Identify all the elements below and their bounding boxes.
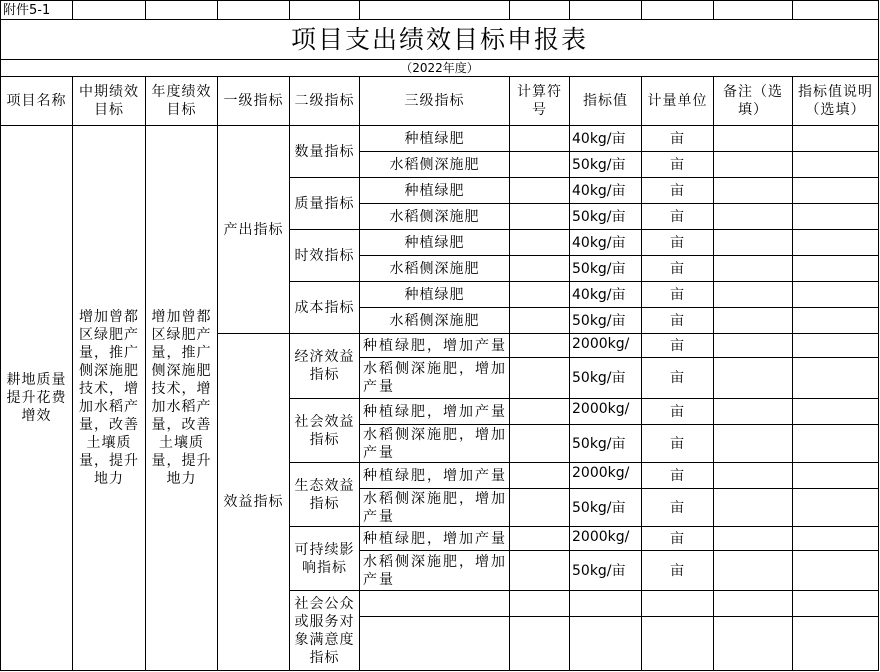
level2-quantity: 数量指标 [290,126,360,178]
level3-indicator: 水稻侧深施肥 [360,308,510,334]
value-note-cell [793,282,879,308]
level2-cost: 成本指标 [290,282,360,334]
unit-cell: 亩 [642,489,714,527]
level3-indicator: 水稻侧深施肥 [360,204,510,230]
unit-cell: 亩 [642,358,714,399]
header-value-note: 指标值说明（选填） [793,77,879,126]
indicator-value: 40kg/亩 [570,126,642,152]
blank-cell [146,1,218,20]
unit-cell: 亩 [642,399,714,425]
level2-social: 社会效益指标 [290,399,360,463]
remark-cell [714,308,793,334]
blank-cell [290,1,360,20]
unit-cell: 亩 [642,282,714,308]
level3-indicator: 水稻侧深施肥，增加产量 [360,425,510,463]
report-year: （2022年度） [1,60,879,77]
indicator-value: 2000kg/ [570,463,642,489]
unit-cell: 亩 [642,230,714,256]
level3-indicator: 种植绿肥，增加产量 [360,399,510,425]
indicator-value: 2000kg/ [570,334,642,358]
indicator-value: 50kg/亩 [570,256,642,282]
value-note-cell [793,358,879,399]
unit-cell: 亩 [642,334,714,358]
calc-symbol-cell [510,204,570,230]
header-value: 指标值 [570,77,642,126]
level3-indicator: 种植绿肥 [360,126,510,152]
remark-cell [714,399,793,425]
level3-indicator: 种植绿肥 [360,178,510,204]
calc-symbol-cell [510,178,570,204]
remark-cell [714,551,793,591]
calc-symbol-cell [510,591,570,617]
remark-cell [714,230,793,256]
indicator-value: 2000kg/ [570,527,642,551]
level3-indicator [360,617,510,671]
calc-symbol-cell [510,230,570,256]
level2-timeliness: 时效指标 [290,230,360,282]
value-note-cell [793,126,879,152]
remark-cell [714,591,793,617]
calc-symbol-cell [510,551,570,591]
unit-cell: 亩 [642,126,714,152]
value-note-cell [793,204,879,230]
indicator-value: 50kg/亩 [570,152,642,178]
remark-cell [714,126,793,152]
indicator-value: 2000kg/ [570,399,642,425]
remark-cell [714,152,793,178]
indicator-value: 50kg/亩 [570,204,642,230]
unit-cell [642,591,714,617]
value-note-cell [793,399,879,425]
page-title: 项目支出绩效目标申报表 [1,20,879,60]
calc-symbol-cell [510,358,570,399]
calc-symbol-cell [510,126,570,152]
value-note-cell [793,527,879,551]
calc-symbol-cell [510,617,570,671]
indicator-value [570,617,642,671]
remark-cell [714,489,793,527]
unit-cell: 亩 [642,256,714,282]
header-annual-goal: 年度绩效目标 [146,77,218,126]
calc-symbol-cell [510,282,570,308]
unit-cell: 亩 [642,425,714,463]
remark-cell [714,256,793,282]
remark-cell [714,358,793,399]
level3-indicator: 水稻侧深施肥，增加产量 [360,489,510,527]
indicator-value [570,591,642,617]
header-project-name: 项目名称 [1,77,73,126]
blank-cell [714,1,793,20]
indicator-value: 50kg/亩 [570,358,642,399]
indicator-value: 40kg/亩 [570,230,642,256]
blank-cell [570,1,642,20]
indicator-value: 50kg/亩 [570,425,642,463]
level3-indicator [360,591,510,617]
header-calc-symbol: 计算符号 [510,77,570,126]
unit-cell: 亩 [642,308,714,334]
level3-indicator: 水稻侧深施肥 [360,152,510,178]
remark-cell [714,617,793,671]
indicator-value: 40kg/亩 [570,282,642,308]
level3-indicator: 水稻侧深施肥，增加产量 [360,551,510,591]
remark-cell [714,334,793,358]
blank-cell [793,1,879,20]
unit-cell: 亩 [642,152,714,178]
table-row [1,126,879,152]
calc-symbol-cell [510,334,570,358]
calc-symbol-cell [510,256,570,282]
level2-ecological: 生态效益指标 [290,463,360,527]
blank-cell [218,1,290,20]
blank-cell [360,1,510,20]
level3-indicator: 种植绿肥，增加产量 [360,463,510,489]
blank-cell [642,1,714,20]
unit-cell: 亩 [642,204,714,230]
unit-cell: 亩 [642,551,714,591]
level3-indicator: 水稻侧深施肥 [360,256,510,282]
value-note-cell [793,489,879,527]
value-note-cell [793,308,879,334]
unit-cell: 亩 [642,463,714,489]
calc-symbol-cell [510,463,570,489]
header-level3: 三级指标 [360,77,510,126]
blank-cell [73,1,146,20]
calc-symbol-cell [510,425,570,463]
unit-cell: 亩 [642,178,714,204]
remark-cell [714,204,793,230]
level2-quality: 质量指标 [290,178,360,230]
year-row [1,60,879,77]
remark-cell [714,425,793,463]
header-unit: 计量单位 [642,77,714,126]
value-note-cell [793,256,879,282]
value-note-cell [793,617,879,671]
indicator-value: 40kg/亩 [570,178,642,204]
remark-cell [714,463,793,489]
value-note-cell [793,152,879,178]
calc-symbol-cell [510,527,570,551]
value-note-cell [793,425,879,463]
level3-indicator: 种植绿肥 [360,282,510,308]
header-row [1,77,879,126]
value-note-cell [793,334,879,358]
value-note-cell [793,178,879,204]
annex-label: 附件5-1 [1,1,73,20]
indicator-value: 50kg/亩 [570,489,642,527]
level3-indicator: 种植绿肥，增加产量 [360,527,510,551]
header-remark: 备注（选填） [714,77,793,126]
value-note-cell [793,463,879,489]
value-note-cell [793,230,879,256]
blank-cell [510,1,570,20]
annex-row [1,1,879,20]
remark-cell [714,282,793,308]
unit-cell: 亩 [642,527,714,551]
calc-symbol-cell [510,489,570,527]
level3-indicator: 种植绿肥 [360,230,510,256]
level3-indicator: 水稻侧深施肥，增加产量 [360,358,510,399]
header-level2: 二级指标 [290,77,360,126]
title-row [1,20,879,60]
value-note-cell [793,551,879,591]
calc-symbol-cell [510,308,570,334]
annual-goal: 增加曾都区绿肥产量，推广侧深施肥技术，增加水稻产量，改善土壤质量，提升地力 [146,126,218,671]
unit-cell [642,617,714,671]
level2-sustainable: 可持续影响指标 [290,527,360,591]
level1-output: 产出指标 [218,126,290,334]
indicator-value: 50kg/亩 [570,308,642,334]
calc-symbol-cell [510,399,570,425]
remark-cell [714,527,793,551]
header-midterm-goal: 中期绩效目标 [73,77,146,126]
calc-symbol-cell [510,152,570,178]
header-level1: 一级指标 [218,77,290,126]
level1-benefit: 效益指标 [218,334,290,671]
level2-economic: 经济效益指标 [290,334,360,399]
remark-cell [714,178,793,204]
value-note-cell [793,591,879,617]
level3-indicator: 种植绿肥，增加产量 [360,334,510,358]
indicator-value: 50kg/亩 [570,551,642,591]
midterm-goal: 增加曾都区绿肥产量，推广侧深施肥技术，增加水稻产量，改善土壤质量，提升地力 [73,126,146,671]
level2-satisfaction: 社会公众或服务对象满意度指标 [290,591,360,671]
project-name: 耕地质量提升花费增效 [1,126,73,671]
